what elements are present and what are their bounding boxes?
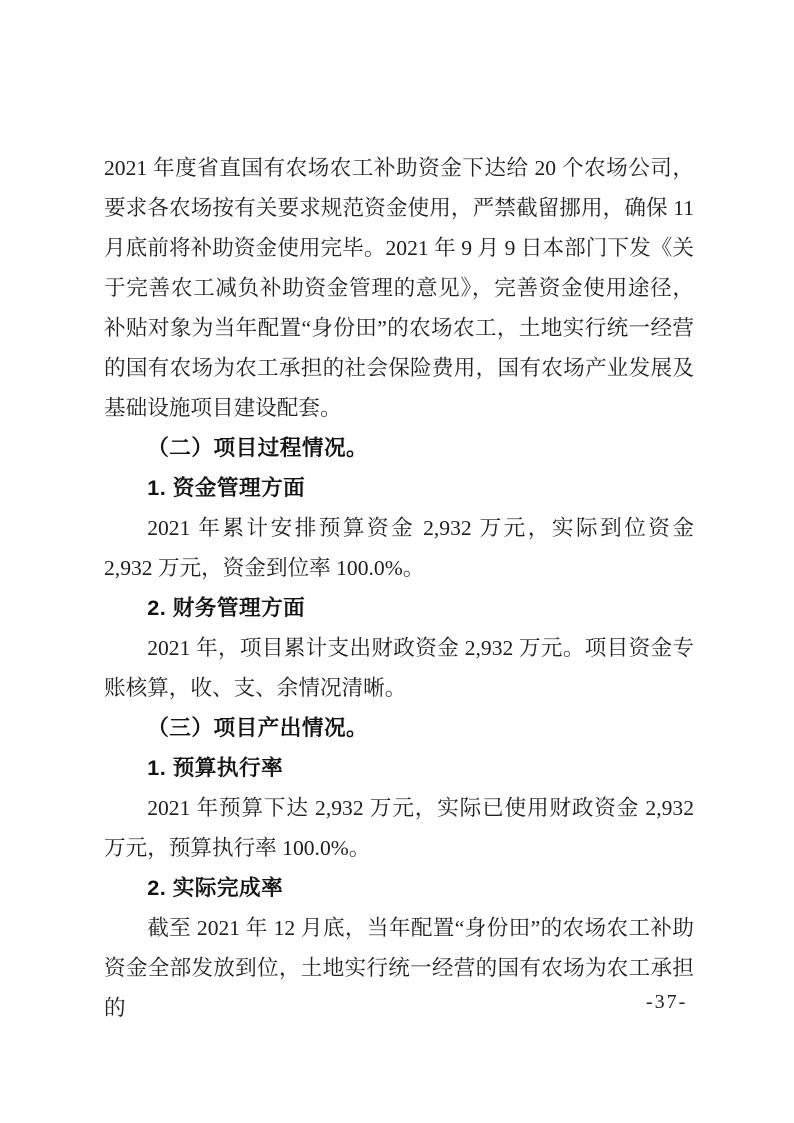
section-heading: 1. 预算执行率 bbox=[147, 755, 284, 780]
section-heading: 2. 财务管理方面 bbox=[147, 595, 306, 620]
page-number: -37- bbox=[646, 991, 688, 1013]
section-heading: （二）项目过程情况。 bbox=[147, 435, 369, 460]
paragraph: 2021 年预算下达 2,932 万元，实际已使用财政资金 2,932 万元，预算执行率 100.0%。 bbox=[104, 796, 694, 860]
paragraph: 2021 年累计安排预算资金 2,932 万元，实际到位资金 2,932 万元，资金到位率 100.0%。 bbox=[104, 516, 694, 580]
section-heading: 2. 实际完成率 bbox=[147, 875, 284, 900]
document-body bbox=[104, 148, 694, 1028]
paragraph: 截至 2021 年 12 月底，当年配置“身份田”的农场农工补助资金全部发放到位，土地实行统一经营的国有农场为农工承担的 bbox=[104, 916, 694, 1020]
section-heading: （三）项目产出情况。 bbox=[147, 715, 369, 740]
paragraph: 2021 年，项目累计支出财政资金 2,932 万元。项目资金专账核算，收、支、余情况清晰。 bbox=[104, 636, 694, 700]
paragraph: 2021 年度省直国有农场农工补助资金下达给 20 个农场公司，要求各农场按有关要求规范资金使用，严禁截留挪用，确保 11 月底前将补助资金使用完毕。2021 年 9 月 9 日本部门下发《关于完善农工减负补助资金管理的意见》，完善资金使用途径，补贴对象为当年配置“身份田”的农场农工，土地实行统一经营的国有农场为农工承担的社会保险费用，国有农场产业发展及基础设施项目建设配套。 bbox=[104, 156, 694, 420]
section-heading: 1. 资金管理方面 bbox=[147, 475, 306, 500]
